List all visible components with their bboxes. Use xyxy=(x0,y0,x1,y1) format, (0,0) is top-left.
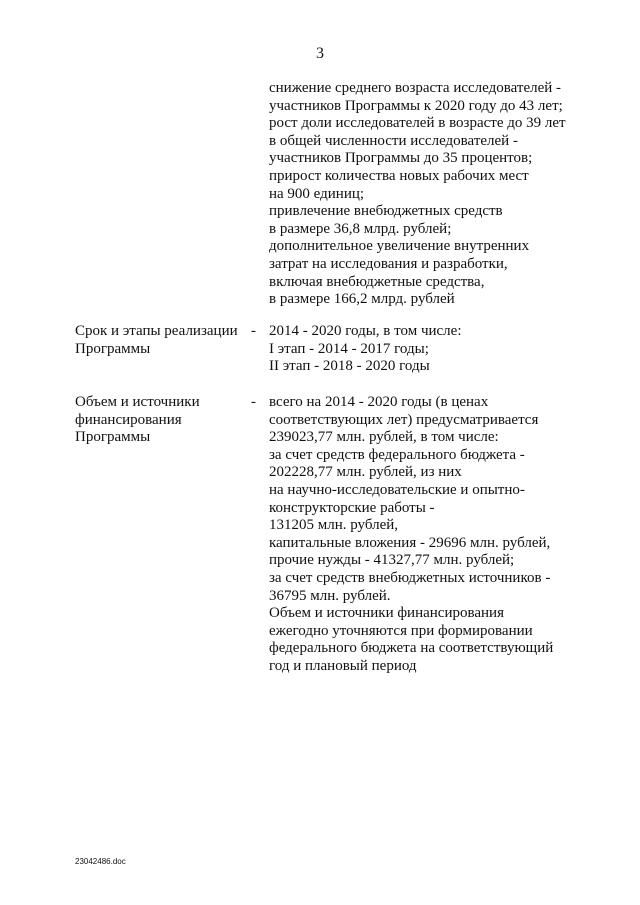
indicator-line: в размере 166,2 млрд. рублей xyxy=(269,291,455,308)
indicator-line: привлечение внебюджетных средств xyxy=(269,203,503,220)
funding-label xyxy=(75,394,200,447)
timeline-value-line: 2014 - 2020 годы, в том числе: xyxy=(269,323,462,339)
funding-value-line: 131205 млн. рублей, xyxy=(269,517,399,534)
indicator-line: затрат на исследования и разработки, xyxy=(269,255,508,272)
funding-value-line: капитальные вложения - 29696 млн. рублей, xyxy=(269,534,551,551)
funding-value-line: за счет средств внебюджетных источников - xyxy=(269,569,551,586)
indicator-line: участников Программы до 35 процентов; xyxy=(269,150,533,167)
timeline-dash: - xyxy=(251,323,256,339)
funding-value-line: за счет средств федерального бюджета - xyxy=(269,446,525,463)
page-number: 3 xyxy=(316,45,324,62)
timeline-value-line: II этап - 2018 - 2020 годы xyxy=(269,358,430,375)
funding-value-line: конструкторские работы - xyxy=(269,499,435,516)
funding-value-line: всего на 2014 - 2020 годы (в ценах xyxy=(269,394,489,410)
funding-value-line: прочие нужды - 41327,77 млн. рублей; xyxy=(269,552,515,569)
indicator-line: участников Программы к 2020 году до 43 лет; xyxy=(269,97,563,114)
funding-label-line: Объем и источники xyxy=(75,394,200,410)
indicator-line: в общей численности исследователей - xyxy=(269,132,518,149)
indicator-line: дополнительное увеличение внутренних xyxy=(269,238,530,255)
indicator-line: снижение среднего возраста исследователей - xyxy=(269,80,562,96)
funding-value-block xyxy=(269,394,553,676)
timeline-label-line: Программы xyxy=(75,340,151,357)
funding-label-line: Программы xyxy=(75,429,151,446)
indicator-line: в размере 36,8 млрд. рублей; xyxy=(269,220,452,237)
funding-value-line: 36795 млн. рублей. xyxy=(269,587,391,604)
funding-value-line: на научно-исследовательские и опытно- xyxy=(269,481,525,498)
document-filename: 23042486.doc xyxy=(75,857,126,866)
indicator-line: на 900 единиц; xyxy=(269,185,365,202)
funding-value-line: соответствующих лет) предусматривается xyxy=(269,411,539,428)
funding-label-line: финансирования xyxy=(75,411,182,428)
timeline-label-line: Срок и этапы реализации xyxy=(75,323,238,339)
timeline-label xyxy=(75,323,238,358)
indicator-line: включая внебюджетные средства, xyxy=(269,273,485,290)
funding-value-line: 202228,77 млн. рублей, из них xyxy=(269,464,462,481)
indicator-line: рост доли исследователей в возрасте до 39 лет xyxy=(269,115,566,132)
funding-value-line: ежегодно уточняются при формировании xyxy=(269,622,533,639)
funding-value-line: 239023,77 млн. рублей, в том числе: xyxy=(269,429,499,446)
indicators-continued-block xyxy=(269,80,566,309)
funding-value-line: Объем и источники финансирования xyxy=(269,605,504,622)
funding-dash: - xyxy=(251,394,256,410)
indicator-line: прирост количества новых рабочих мест xyxy=(269,167,529,184)
funding-value-line: федерального бюджета на соответствующий xyxy=(269,640,554,657)
timeline-value-block xyxy=(269,323,462,376)
funding-value-line: год и плановый период xyxy=(269,657,417,674)
timeline-value-line: I этап - 2014 - 2017 годы; xyxy=(269,340,429,357)
